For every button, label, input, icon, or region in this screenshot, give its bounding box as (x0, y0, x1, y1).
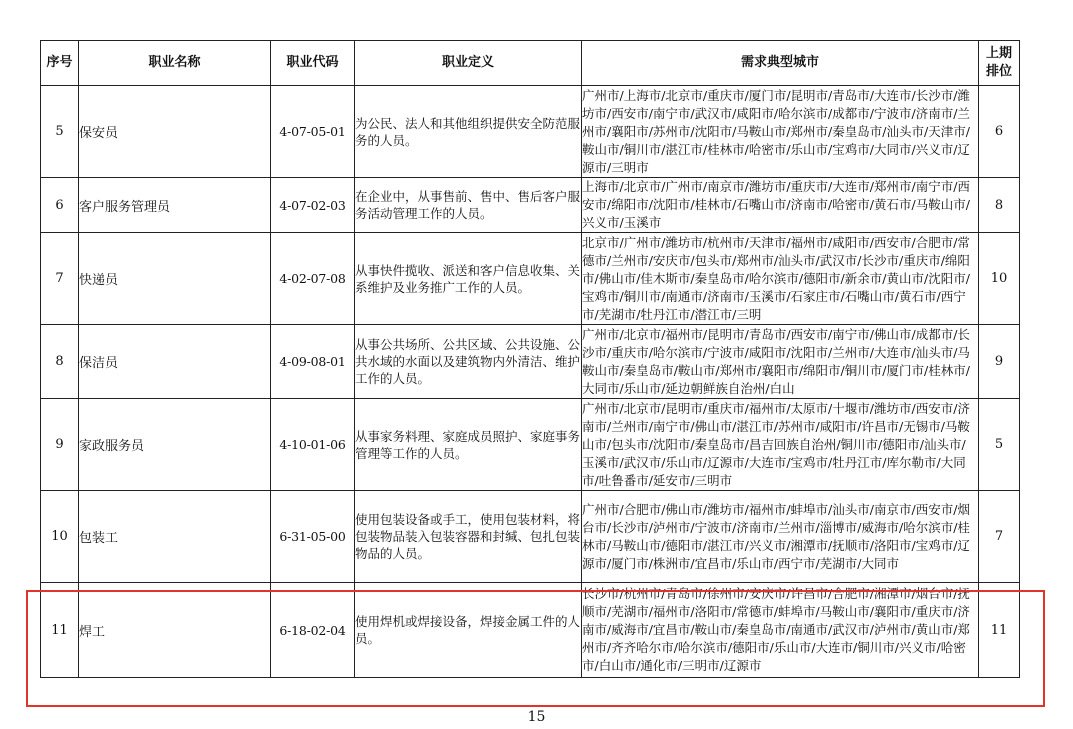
row-code: 4-02-07-08 (271, 233, 355, 325)
row-prev-rank: 5 (979, 399, 1020, 491)
row-no: 6 (41, 178, 79, 233)
header-prev-rank (979, 41, 1020, 86)
table-row (41, 86, 1020, 178)
row-code: 4-07-05-01 (271, 86, 355, 178)
table-row-highlighted (41, 583, 1020, 678)
header-cities: 需求典型城市 (582, 41, 979, 86)
row-no: 8 (41, 325, 79, 399)
header-definition: 职业定义 (355, 41, 582, 86)
header-prev-rank-line2: 排位 (985, 64, 1012, 79)
row-name: 包装工 (79, 491, 271, 583)
table-row (41, 178, 1020, 233)
row-definition: 使用包装设备或手工，使用包装材料，将包装物品装入包装容器和封缄、包扎包装物品的人员。 (355, 491, 582, 583)
row-code: 6-31-05-00 (271, 491, 355, 583)
row-prev-rank: 8 (979, 178, 1020, 233)
row-code: 4-07-02-03 (271, 178, 355, 233)
row-definition: 为公民、法人和其他组织提供安全防范服务的人员。 (355, 86, 582, 178)
row-prev-rank: 10 (979, 233, 1020, 325)
row-name: 家政服务员 (79, 399, 271, 491)
row-definition: 使用焊机或焊接设备，焊接金属工件的人员。 (355, 583, 582, 678)
header-name: 职业名称 (79, 41, 271, 86)
row-cities: 广州市/上海市/北京市/重庆市/厦门市/昆明市/青岛市/大连市/长沙市/潍坊市/西安市/南宁市/武汉市/咸阳市/哈尔滨市/成都市/宁波市/济南市/兰州市/襄阳市/苏州市/沈阳市/马鞍山市/郑州市/秦皇岛市/汕头市/天津市/鞍山市/铜川市/湛江市/桂林市/哈密市/乐山市/宝鸡市/大同市/兴义市/辽源市/三明市 (582, 86, 979, 178)
row-name: 客户服务管理员 (79, 178, 271, 233)
table-row (41, 325, 1020, 399)
row-definition: 在企业中，从事售前、售中、售后客户服务活动管理工作的人员。 (355, 178, 582, 233)
row-code: 4-09-08-01 (271, 325, 355, 399)
row-name: 保洁员 (79, 325, 271, 399)
row-code: 4-10-01-06 (271, 399, 355, 491)
header-prev-rank-line1: 上期 (985, 46, 1012, 61)
row-cities: 长沙市/杭州市/青岛市/徐州市/安庆市/许昌市/合肥市/湘潭市/烟台市/抚顺市/芜湖市/福州市/洛阳市/常德市/蚌埠市/马鞍山市/襄阳市/重庆市/济南市/威海市/宜昌市/鞍山市/秦皇岛市/南通市/武汉市/泸州市/黄山市/郑州市/齐齐哈尔市/哈尔滨市/德阳市/乐山市/大连市/铜川市/兴义市/哈密市/白山市/通化市/三明市/辽源市 (582, 583, 979, 678)
row-no: 9 (41, 399, 79, 491)
row-prev-rank: 11 (979, 583, 1020, 678)
row-definition: 从事快件揽收、派送和客户信息收集、关系维护及业务推广工作的人员。 (355, 233, 582, 325)
row-cities: 北京市/广州市/潍坊市/杭州市/天津市/福州市/咸阳市/西安市/合肥市/常德市/兰州市/安庆市/包头市/郑州市/汕头市/武汉市/长沙市/重庆市/绵阳市/佛山市/佳木斯市/秦皇岛市/哈尔滨市/德阳市/新余市/黄山市/沈阳市/宝鸡市/铜川市/南通市/济南市/玉溪市/石家庄市/石嘴山市/黄石市/西宁市/芜湖市/牡丹江市/潜江市/三明 (582, 233, 979, 325)
row-prev-rank: 9 (979, 325, 1020, 399)
row-name: 保安员 (79, 86, 271, 178)
row-no: 5 (41, 86, 79, 178)
row-cities: 广州市/北京市/福州市/昆明市/青岛市/西安市/南宁市/佛山市/成都市/长沙市/重庆市/哈尔滨市/宁波市/咸阳市/沈阳市/兰州市/大连市/汕头市/马鞍山市/秦皇岛市/鞍山市/郑州市/襄阳市/绵阳市/铜川市/厦门市/桂林市/大同市/乐山市/延边朝鲜族自治州/白山 (582, 325, 979, 399)
table-row (41, 491, 1020, 583)
row-definition: 从事家务料理、家庭成员照护、家庭事务管理等工作的人员。 (355, 399, 582, 491)
row-cities: 上海市/北京市/广州市/南京市/潍坊市/重庆市/大连市/郑州市/南宁市/西安市/绵阳市/沈阳市/桂林市/石嘴山市/济南市/哈密市/黄石市/马鞍山市/兴义市/玉溪市 (582, 178, 979, 233)
row-code: 6-18-02-04 (271, 583, 355, 678)
occupation-demand-table (40, 40, 1020, 678)
row-definition: 从事公共场所、公共区域、公共设施、公共水域的水面以及建筑物内外清洁、维护工作的人员。 (355, 325, 582, 399)
row-name: 焊工 (79, 583, 271, 678)
row-cities: 广州市/合肥市/佛山市/潍坊市/福州市/蚌埠市/汕头市/南京市/西安市/烟台市/长沙市/泸州市/宁波市/济南市/兰州市/淄博市/威海市/哈尔滨市/桂林市/马鞍山市/德阳市/湛江市/兴义市/湘潭市/抚顺市/洛阳市/宝鸡市/辽源市/厦门市/株洲市/宜昌市/乐山市/西宁市/芜湖市/大同市 (582, 491, 979, 583)
row-no: 7 (41, 233, 79, 325)
table-row (41, 399, 1020, 491)
header-no: 序号 (41, 41, 79, 86)
row-prev-rank: 7 (979, 491, 1020, 583)
row-no: 11 (41, 583, 79, 678)
row-no: 10 (41, 491, 79, 583)
header-code: 职业代码 (271, 41, 355, 86)
table-row (41, 233, 1020, 325)
table-header-row (41, 41, 1020, 86)
page-number: 15 (527, 709, 546, 725)
row-prev-rank: 6 (979, 86, 1020, 178)
row-cities: 广州市/北京市/昆明市/重庆市/福州市/太原市/十堰市/潍坊市/西安市/济南市/兰州市/南宁市/佛山市/湛江市/苏州市/咸阳市/许昌市/无锡市/马鞍山市/包头市/沈阳市/秦皇岛市/昌吉回族自治州/铜川市/德阳市/汕头市/玉溪市/武汉市/乐山市/辽源市/大连市/宝鸡市/牡丹江市/库尔勒市/大同市/吐鲁番市/延安市/三明市 (582, 399, 979, 491)
row-name: 快递员 (79, 233, 271, 325)
